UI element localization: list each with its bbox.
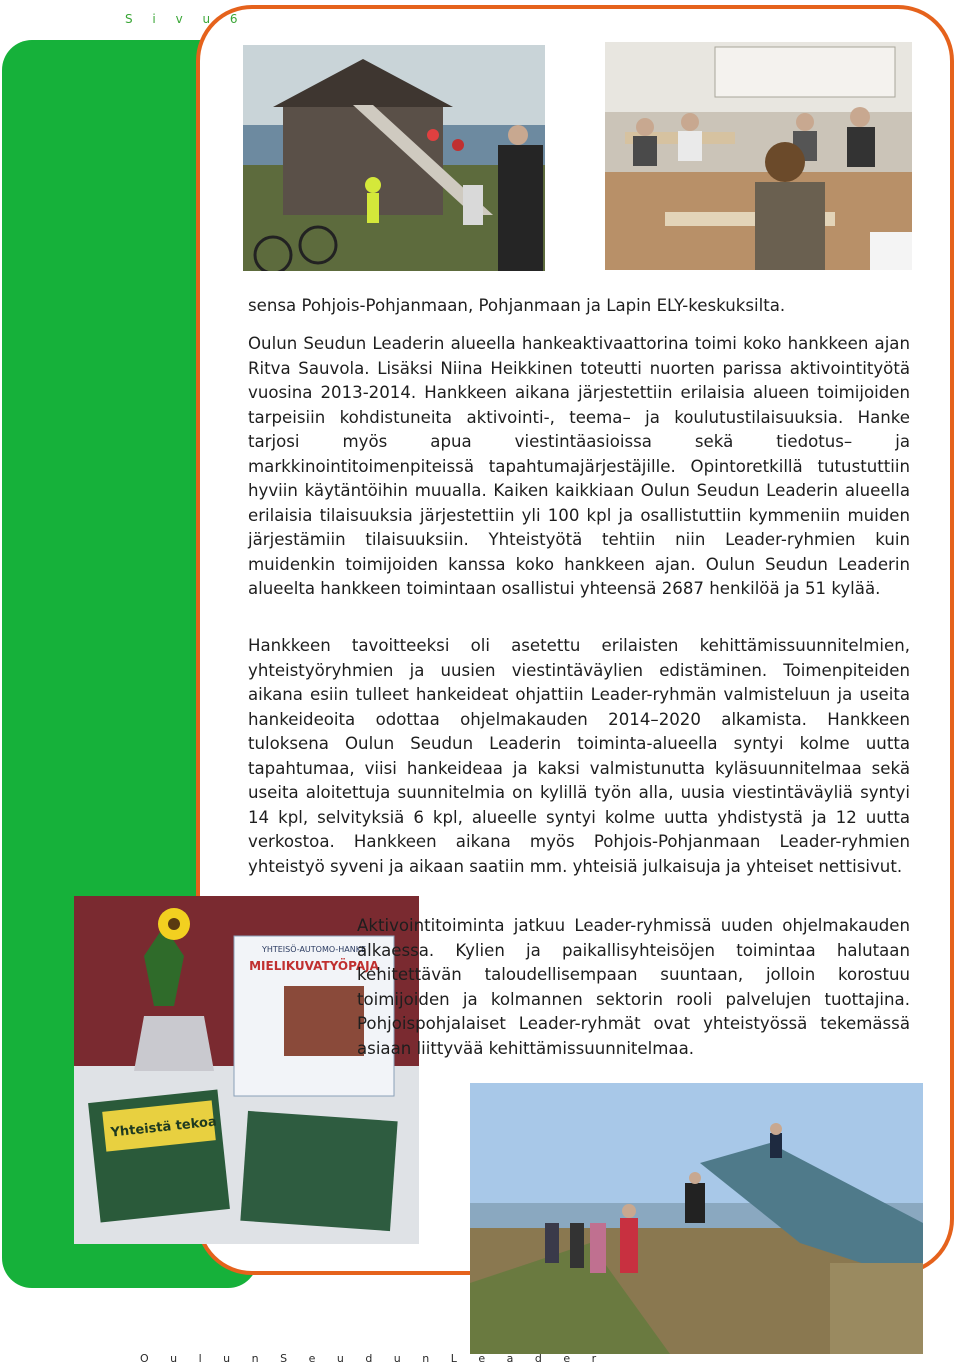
lead-line-text: sensa Pohjois-Pohjanmaan, Pohjanmaan ja Lapin ELY-keskuksilta. [248,296,786,315]
photo-classroom-meeting [605,42,912,270]
paragraph-goals-results: Hankkeen tavoitteeksi oli asetettu erilaisten kehittämissuunnitelmien, yhteistyöryhmien ja uusien viestintäväylien edistäminen. Toimenpiteiden aikana esiin tulleet hankeideat ohjattiin Leader-ryhmän valmisteluun ja useita hankeideoita odottaa ohjelmakauden 2014–2020 alkamista. Hankkeen tuloksena Oulun Seudun Leaderin toiminta-alueella syntyi kolme uutta tapahtumaa, viisi hankeideaa ja kaksi valmistunutta kyläsuunnitelmaa sekä useita aloitettuja suunnitelmia on kylillä työn alla, uusia viestintäväyliä syntyi 14 kpl, selvityksiä 6 kpl, alueelle syntyi kolme uutta yhdistystä ja 12 uutta verkostoa. Hankkeen aikana myös Pohjois-Pohjanmaan Leader-ryhmien yhteistyö syveni ja aikaan saatiin mm. yhteisiä julkaisuja ja yhteiset nettisivut. [248,636,910,876]
poster-heading-text: YHTEISÖ-AUTOMO-HANKE [261,945,367,954]
photo-mill-building [243,45,545,271]
footer-org-label: O u l u n S e u d u n L e a d e r [140,1352,606,1365]
page-number-label: S i v u 6 [125,12,246,26]
poster-title-text: MIELIKUVATYÖPAJA [249,959,379,973]
brochure-title-text: Yhteistä tekoa [109,1114,218,1141]
paragraph-continuation: Aktivointitoiminta jatkuu Leader-ryhmissä uuden ohjelmakauden alkaessa. Kylien ja paikallisyhteisöjen toimintaa halutaan kehitettävän taloudellisempaan suuntaan, jolloin korostuu toimijoiden ja kolmannen sektorin rooli palvelujen tuottajina. Pohjoispohjalaiset Leader-ryhmät ovat yhteistyössä tekemässä asiaan liittyvää kehittämissuunnitelmaa. [357,916,910,1058]
paragraph-activation: Oulun Seudun Leaderin alueella hankeaktivaattorina toimi koko hankkeen ajan Ritva Sauvola. Lisäksi Niina Heikkinen toteutti nuorten parissa aktivointityötä vuosina 2013-2014. Hankkeen aikana järjestettiin erilaisia alueen toimijoiden tarpeisiin kohdistuneita aktivointi-, teema– ja koulutustilaisuuksia. Hanke tarjosi myös apua viestintäasioissa sekä tiedotus– ja markkinointitoimenpiteissä tapahtumajärjestäjille. Opintoretkillä tutustuttiin hyviin käytäntöihin muualla. Kaiken kaikkiaan Oulun Seudun Leaderin alueella erilaisia tilaisuuksia järjestettiin yli 100 kpl ja osallistuttiin kymmeniin muiden järjestämiin tilaisuuksiin. Yhteistyötä tehtiin niin Leader-ryhmien kuin muidenkin toimijoiden kanssa koko hankkeen ajan. Oulun Seudun Leaderin alueelta hankkeen toimintaan osallistui yhteensä 2687 henkilöä ja 51 kylää. [248,334,910,598]
photo-boardwalk-excursion [470,1083,923,1354]
